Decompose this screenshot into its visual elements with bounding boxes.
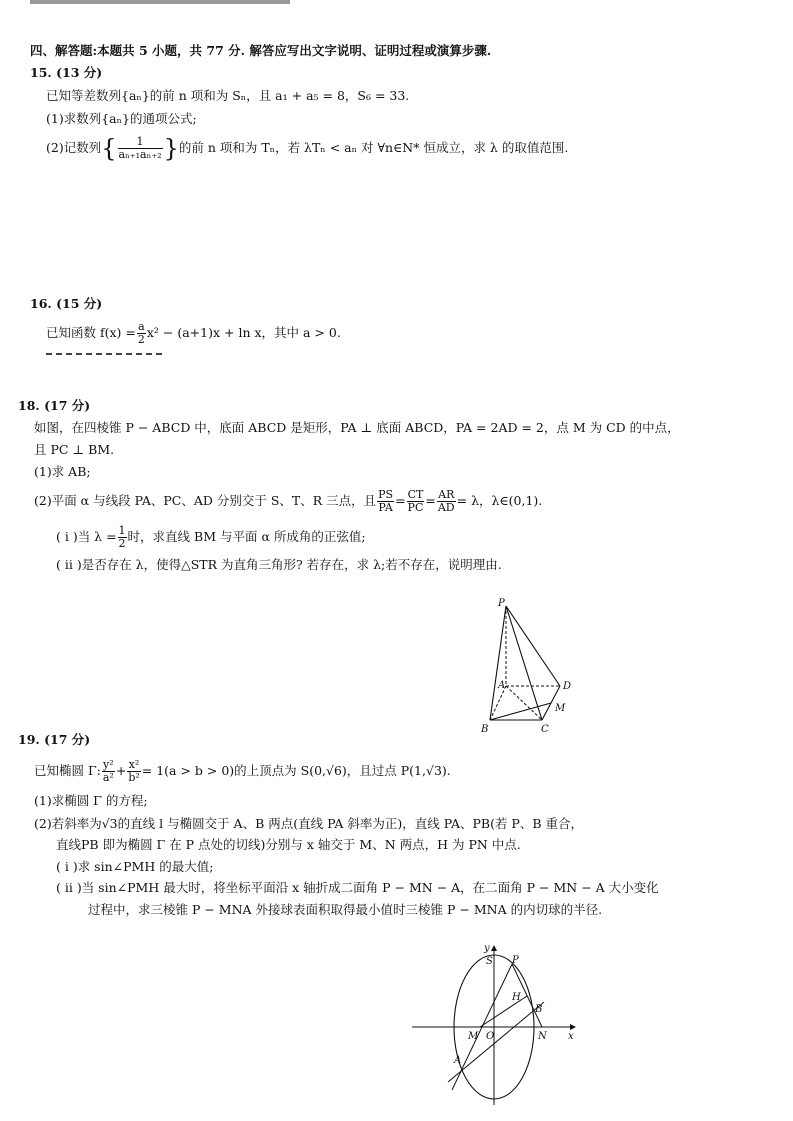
lambda-half-num: 1: [118, 524, 126, 537]
q15-stem: 已知等差数列{aₙ}的前 n 项和为 Sₙ，且 a₁ + a₅ = 8，S₆ = 33.: [46, 88, 410, 103]
q16-stem-suffix: x² − (a+1)x + ln x，其中 a > 0.: [146, 325, 341, 340]
q18-heading: 18. (17 分): [18, 398, 91, 413]
edge-pc: [506, 606, 542, 720]
ellipse-x-term: [127, 759, 140, 784]
edge-pb: [490, 606, 506, 720]
label-x: x: [568, 1031, 574, 1042]
q19-part2-line1: (2)若斜率为√3的直线 l 与椭圆交于 A、B 两点(直线 PA 斜率为正)，直线 PA、PB(若 P、B 重合，: [34, 816, 584, 831]
cropped-text-fragment: [46, 352, 166, 356]
q16-heading: 16. (15 分): [30, 296, 103, 311]
section-heading: 四、解答题:本题共 5 小题，共 77 分. 解答应写出文字说明、证明过程或演算步骤.: [30, 43, 492, 58]
label-A: A: [454, 1055, 462, 1066]
label-N: N: [538, 1031, 547, 1042]
ellipse-y-den: a²: [102, 771, 114, 784]
q15-part2: [46, 136, 568, 161]
ellipse-y-num: y²: [103, 758, 114, 771]
q18-subpart-i: [56, 525, 366, 550]
ratio-ar-ad-den: AD: [437, 501, 455, 514]
q18-stem-line1: 如图，在四棱锥 P − ABCD 中，底面 ABCD 是矩形，PA ⊥ 底面 ABCD，PA = 2AD = 2，点 M 为 CD 的中点，: [34, 420, 680, 435]
q18-part2: (2)平面 α 与线段 PA、PC、AD 分别交于 S、T、R 三点，且 $\frac{PS}{PA}$ = $\frac{CT}{PC}$ = $\frac{AR}{AD}$ = λ，λ∈(0,1).: [34, 488, 543, 514]
q19-heading: 19. (17 分): [18, 732, 91, 747]
ratio-ct-pc-den: PC: [407, 501, 424, 514]
ratio-ps-pa-num: PS: [378, 488, 394, 501]
ellipse-y-term: [102, 759, 115, 784]
lambda-half-den: 2: [118, 537, 126, 550]
line-ab: [448, 1002, 544, 1082]
label-A: A: [498, 680, 506, 691]
brace-close: }: [163, 134, 179, 163]
q15-part2-prefix: (2)记数列: [46, 140, 102, 155]
label-P: P: [498, 598, 505, 609]
q18-part1: (1)求 AB;: [34, 464, 91, 479]
label-O: O: [486, 1031, 495, 1042]
ellipse-figure: [408, 940, 584, 1110]
ratio-ar-ad: [437, 489, 456, 514]
q19-stem: 已知椭圆 Γ: $\frac{\text{y²}}{\text{a²}}$ + $\frac{\text{x²}}{\text{b²}}$ = 1(a > b > 0)的上顶点为 S(0,√6)，且过点 P(1,√3).: [34, 758, 451, 784]
q16-stem-prefix: 已知函数 f(x) =: [46, 325, 136, 340]
x-axis-arrow: [570, 1024, 576, 1030]
q19-subpart-i: ( ⅰ )求 sin∠PMH 的最大值;: [56, 859, 214, 874]
pyramid-figure: [474, 592, 584, 742]
q19-stem-suffix: = 1(a > b > 0)的上顶点为 S(0,√6)，且过点 P(1,√3).: [141, 763, 451, 778]
q18-stem-line2: 且 PC ⊥ BM.: [34, 442, 115, 457]
y-axis-arrow: [491, 945, 497, 951]
label-S: S: [486, 956, 493, 967]
label-M: M: [555, 703, 566, 714]
ratio-ps-pa: [377, 489, 394, 514]
label-M: M: [468, 1031, 479, 1042]
q18-part2-suffix: = λ，λ∈(0,1).: [456, 493, 543, 508]
label-y: y: [484, 943, 490, 954]
cropped-header-strip: [30, 0, 290, 4]
q15-part1: (1)求数列{aₙ}的通项公式;: [46, 111, 197, 126]
ellipse-x-den: b²: [128, 771, 140, 784]
q18-i-suffix: 时，求直线 BM 与平面 α 所成角的正弦值;: [127, 529, 366, 544]
label-P: P: [512, 955, 519, 966]
q19-subpart-ii-line1: ( ⅱ )当 sin∠PMH 最大时，将坐标平面沿 x 轴折成二面角 P − MN − A，在二面角 P − MN − A 大小变化: [56, 880, 659, 895]
segment-bm: [490, 703, 551, 720]
q19-part2-line2: 直线PB 即为椭圆 Γ 在 P 点处的切线)分别与 x 轴交于 M、N 两点，H 为 PN 中点.: [56, 837, 521, 852]
edge-pd: [506, 606, 560, 686]
label-B: B: [535, 1004, 543, 1015]
ratio-ct-pc-num: CT: [407, 488, 424, 501]
q15-fraction-den: aₙ₊₁aₙ₊₂: [118, 148, 162, 161]
q15-fraction-num: 1: [118, 136, 163, 149]
q16-fraction-den: 2: [137, 333, 145, 346]
label-B: B: [481, 724, 489, 735]
q15-part2-suffix: 的前 n 项和为 Tₙ，若 λTₙ < aₙ 对 ∀n∈N* 恒成立，求 λ 的取值范围.: [178, 140, 569, 155]
q15-fraction: [118, 136, 163, 161]
ellipse-x-num: x²: [128, 758, 140, 771]
lambda-half: [118, 525, 127, 550]
ratio-ar-ad-num: AR: [438, 488, 455, 501]
label-C: C: [541, 724, 549, 735]
q18-subpart-ii: ( ⅱ )是否存在 λ，使得△STR 为直角三角形? 若存在，求 λ;若不存在，说明理由.: [56, 557, 502, 572]
ratio-ct-pc: [407, 489, 425, 514]
label-D: D: [563, 681, 572, 692]
q18-part2-prefix: (2)平面 α 与线段 PA、PC、AD 分别交于 S、T、R 三点，且: [34, 493, 377, 508]
q16-stem: [46, 321, 341, 346]
q16-fraction: [137, 321, 146, 346]
label-H: H: [512, 992, 521, 1003]
q16-fraction-num: a: [138, 320, 145, 333]
brace-open: {: [101, 134, 117, 163]
q15-heading: 15. (13 分): [30, 65, 103, 80]
q19-part1: (1)求椭圆 Γ 的方程;: [34, 793, 148, 808]
q19-stem-prefix: 已知椭圆 Γ:: [34, 763, 101, 778]
q18-i-prefix: ( ⅰ )当 λ =: [56, 529, 117, 544]
ratio-ps-pa-den: PA: [378, 501, 393, 514]
q19-subpart-ii-line2: 过程中，求三棱锥 P − MNA 外接球表面积取得最小值时三棱锥 P − MNA 的内切球的半径.: [88, 902, 603, 917]
